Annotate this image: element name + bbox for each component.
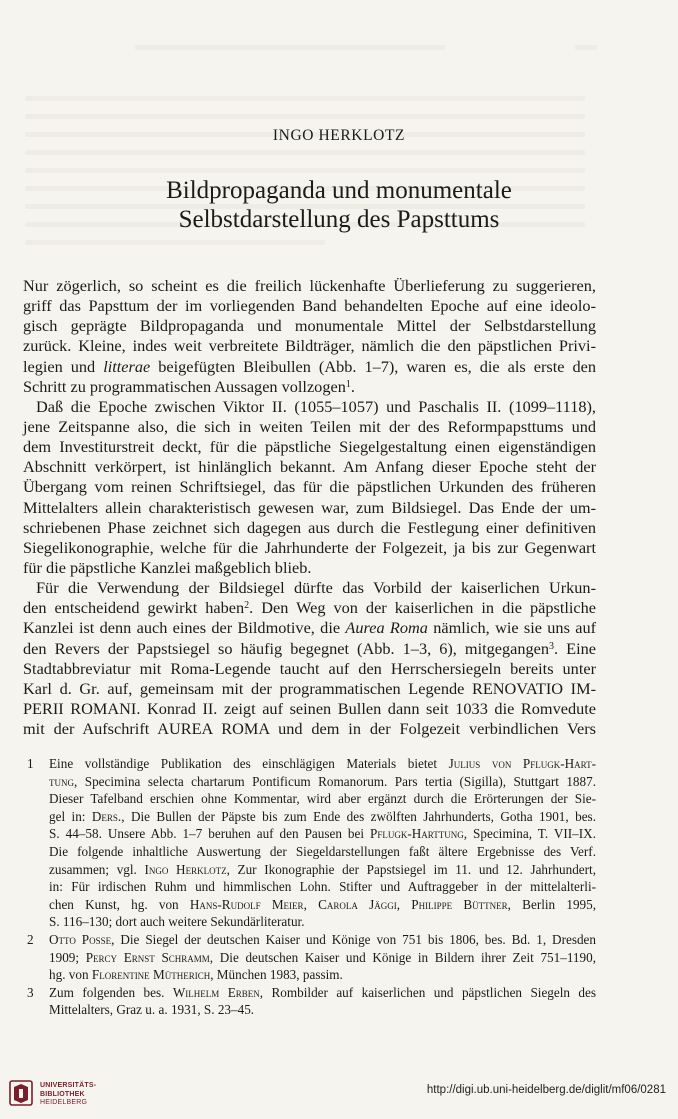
body-line: Daß die Epoche zwischen Viktor II. (1055–1057) und Paschalis II. (1099–1118),	[36, 396, 596, 416]
source-url-link[interactable]: http://digi.ub.uni-heidelberg.de/diglit/mf06/0281	[426, 1084, 666, 1096]
body-line: für die päpstliche Kanzlei maßgeblich blieb.	[23, 557, 312, 577]
body-line: den Revers der Papstsiegel so häufig begegnet (Abb. 1–3, 6), mitgegangen$^3$. Eine	[23, 638, 596, 658]
footnote-1	[23, 755, 596, 931]
footnote-line: Dieser Tafelband erschien ohne Kommentar, wird aber ergänzt durch die Erörterungen der Sie-	[49, 791, 596, 807]
footnote-line: S. 116–130; dort auch weitere Sekundärliteratur.	[49, 914, 305, 930]
footnote-line: Die folgende inhaltliche Auswertung der Siegeldarstellungen faßt ältere Ergebnisse des Verf.	[49, 843, 596, 859]
body-text	[23, 276, 596, 739]
footnote-ref[interactable]: 3	[549, 640, 555, 652]
footer-bar	[0, 1070, 678, 1119]
body-line: Schritt zu programmatischen Aussagen vollzogen$^1$.	[23, 376, 355, 396]
body-line: gisch geprägte Bildpropaganda und monumentale Mittel der Selbstdarstellung	[23, 316, 596, 336]
footnote-number: 3	[27, 984, 34, 1000]
footnote-ref[interactable]: 1	[345, 378, 351, 390]
footnotes	[23, 755, 596, 1019]
body-line: mit der Aufschrift AUREA ROMA und dem in der Folgezeit verbindlichen Vers	[23, 719, 596, 739]
body-line: PERII ROMANI. Konrad II. zeigt auf seinen Bullen dann seit 1033 die Romvedute	[23, 698, 596, 718]
body-line: Übergang vom reinen Schriftsiegel, das für die päpstlichen Urkunden des früheren	[23, 477, 596, 497]
logo-text: UNIVERSITÄTS- BIBLIOTHEK HEIDELBERG	[40, 1082, 97, 1106]
latin-term: litterae	[103, 356, 151, 376]
article-title	[0, 176, 678, 234]
body-line: Karl d. Gr. auf, gemeinsam mit der programmatischen Legende RENOVATIO IM-	[23, 678, 596, 698]
footnote-line: hg. von Florentine Mütherich, München 1983, passim.	[49, 967, 343, 983]
footnote-3	[23, 984, 596, 1019]
author-name: Julius von Pflugk-Hart-	[448, 756, 596, 771]
body-line: griff das Papsttum der im vorliegenden Band behandelten Epoche auf eine ideolo-	[23, 296, 596, 316]
latin-term: Aurea Roma	[345, 618, 428, 638]
footnote-line: Zum folgenden bes. Wilhelm Erben, Rombilder auf kaiserlichen und päpstlichen Siegeln des	[49, 984, 597, 1000]
title-line: Bildpropaganda und monumentale	[166, 177, 512, 204]
title-line: Selbstdarstellung des Papsttums	[178, 206, 500, 233]
university-seal-icon	[8, 1078, 34, 1108]
footnote-ref[interactable]: 2	[244, 600, 250, 612]
footnote-line: gel in: Ders., Die Bullen der Päpste bis zum Ende des zwölften Jahrhunderts, Gotha 1901, bes.	[49, 808, 596, 824]
body-line: Nur zögerlich, so scheint es die freilich lückenhafte Überlieferung zu suggerieren,	[23, 276, 596, 295]
footnote-line: chen Kunst, hg. von Hans-Rudolf Meier, Carola Jäggi, Philippe Büttner, Berlin 1995,	[49, 896, 597, 912]
footnote-number: 2	[27, 931, 34, 947]
body-line: Mittelalters allein charakteristisch gewesen war, zum Bildsiegel. Das Ende der um-	[23, 497, 596, 517]
body-line: Für die Verwendung der Bildsiegel dürfte das Vorbild der kaiserlichen Urkun-	[36, 578, 596, 598]
body-line: Abschnitt verkörpert, ist hinlänglich bekannt. Am Anfang dieser Epoche steht der	[23, 457, 596, 477]
body-line: Stadtabbreviatur mit Roma-Legende taucht auf den Herrschersiegeln bereits unter	[23, 658, 596, 678]
footnote-line: zusammen; vgl. Ingo Herklotz, Zur Ikonographie der Papstsiegel im 11. und 12. Jahrhundert,	[49, 861, 596, 877]
footnote-line: 1909; Percy Ernst Schramm, Die deutschen Kaiser und Könige in Bildern ihrer Zeit 751–1190,	[49, 949, 597, 965]
body-line: zurück. Kleine, indes weit verbreitete Bildträger, nämlich die den päpstlichen Privi-	[23, 336, 596, 356]
footnote-2	[23, 931, 596, 984]
body-line: legien und litterae beigefügten Bleibullen (Abb. 1–7), waren es, die als erste den	[23, 356, 596, 376]
body-line: dem Investiturstreit deckt, für die päpstliche Siegelgestaltung einen eigenständigen	[23, 437, 596, 457]
footnote-line: Mittelalters, Graz u. a. 1931, S. 23–45.	[49, 1002, 255, 1018]
body-line: Siegelikonographie, welche für die Jahrhunderte der Folgezeit, ja bis zur Gegenwart	[23, 537, 596, 557]
body-line: den entscheidend gewirkt haben$^2$. Den Weg von der kaiserlichen in die päpstliche	[23, 598, 596, 618]
body-line: jene Zeitspanne also, die sich in weiten Teilen mit der des Reformpapsttums und	[23, 416, 596, 436]
bleed-through-text	[0, 40, 678, 300]
footnote-line: S. 44–58. Unsere Abb. 1–7 beruhen auf den Pausen bei Pflugk-Harttung, Specimina, T. VII–IX.	[49, 826, 596, 842]
footnote-number: 1	[27, 756, 34, 771]
footnote-line: Eine vollständige Publikation des einschlägigen Materials bietet Julius von Pflugk-Hart-	[49, 756, 596, 771]
body-line: Kanzlei ist denn auch eines der Bildmotive, die Aurea Roma nämlich, wie sie uns auf	[23, 618, 597, 638]
footnote-line: tung, Specimina selecta chartarum Pontificum Romanorum. Pars tertia (Sigilla), Stuttgart 1887.	[49, 773, 596, 789]
footnote-line: in: Für irdischen Ruhm und himmlischen Lohn. Stifter und Auftraggeber in der mittelalterli-	[49, 879, 596, 895]
footnote-line: Otto Posse, Die Siegel der deutschen Kaiser und Könige von 751 bis 1806, bes. Bd. 1, Dresden	[49, 931, 596, 947]
body-line: schriebenen Phase zeichnet sich dagegen aus durch die Festlegung einer definitiven	[23, 517, 596, 537]
library-logo[interactable]	[8, 1076, 118, 1116]
author-name: INGO HERKLOTZ	[272, 127, 406, 144]
